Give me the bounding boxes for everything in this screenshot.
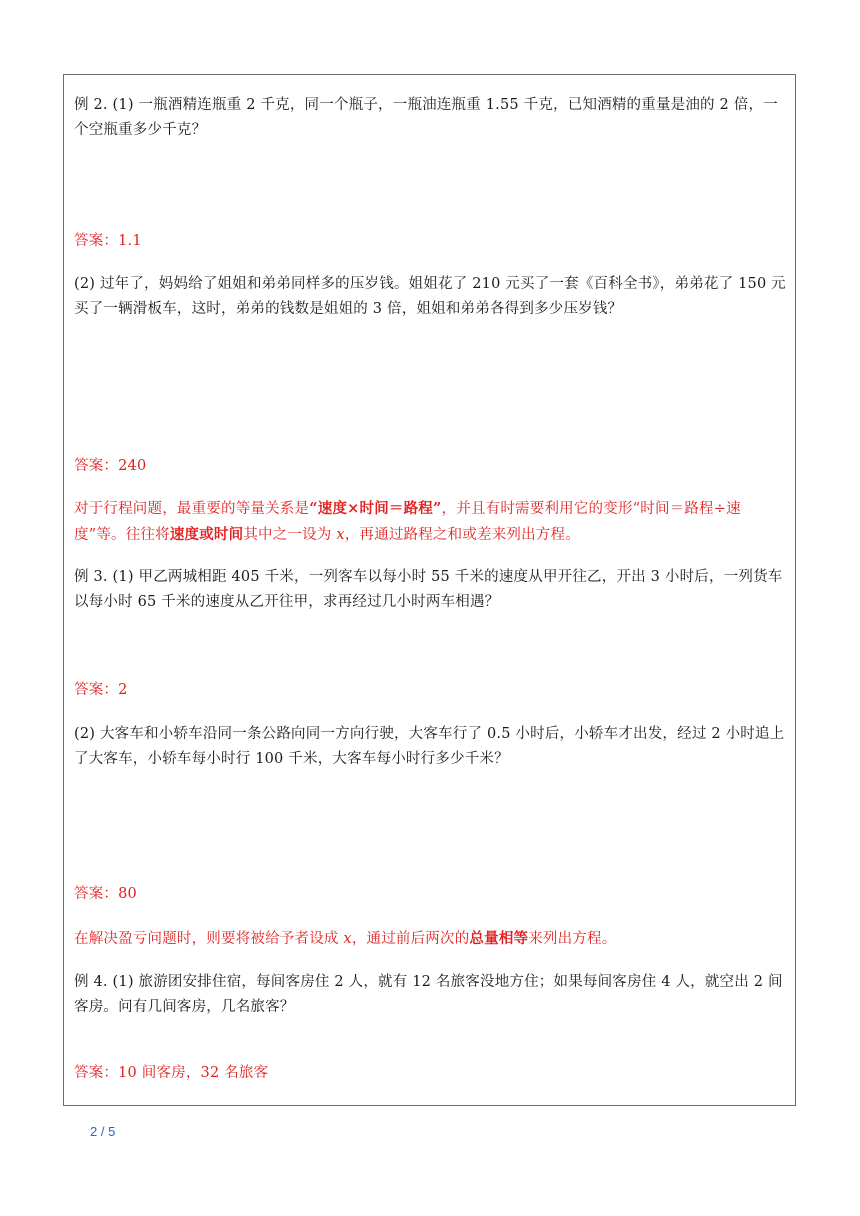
tip-emphasis: 速度或时间 xyxy=(169,526,244,543)
tip-formula: “速度×时间＝路程” xyxy=(309,500,442,517)
example-2-part-2-answer: 答案：240 xyxy=(74,458,147,474)
example-2-part-1: 例 2. (1) 一瓶酒精连瓶重 2 千克，同一个瓶子，一瓶油连瓶重 1.55 千克，已知酒精的重量是油的 2 倍，一个空瓶重多少千克？ xyxy=(74,97,778,138)
example-4-part-1: 例 4. (1) 旅游团安排住宿，每间客房住 2 人，就有 12 名旅客没地方住；如果每间客房住 4 人，就空出 2 间客房。问有几间客房，几名旅客？ xyxy=(74,974,783,1015)
example-3-part-2-answer: 答案：80 xyxy=(74,886,137,902)
tip-text: 在解决盈亏问题时，则要将被给予者设成 xyxy=(74,931,344,947)
example-3-part-1-answer: 答案：2 xyxy=(74,682,128,698)
tip-text: ，再通过路程之和或差来列出方程。 xyxy=(344,527,580,543)
tip-text: ，并且有时需要利用它的变形“时间＝路程÷速度”等。往往将 xyxy=(74,501,741,543)
tip-text: ，通过前后两次的 xyxy=(351,931,470,947)
tip-text: 其中之一设为 xyxy=(243,527,337,543)
travel-problem-tip xyxy=(74,496,787,548)
example-2-part-2: (2) 过年了，妈妈给了姐姐和弟弟同样多的压岁钱。姐姐花了 210 元买了一套《百科全书》，弟弟花了 150 元买了一辆滑板车，这时，弟弟的钱数是姐姐的 3 倍，姐姐和弟弟各得到多少压岁钱？ xyxy=(74,276,786,317)
tip-variable: x xyxy=(336,527,345,543)
example-4-part-1-answer: 答案：10 间客房，32 名旅客 xyxy=(74,1065,269,1081)
page-indicator: 2 / 5 xyxy=(90,1124,116,1139)
surplus-problem-tip xyxy=(74,926,787,952)
content-frame xyxy=(63,74,796,1106)
tip-text: 来列出方程。 xyxy=(528,931,617,947)
tip-text: 对于行程问题，最重要的等量关系是 xyxy=(74,501,310,517)
tip-variable: x xyxy=(343,931,352,947)
tip-emphasis: 总量相等 xyxy=(469,930,529,947)
example-3-part-1: 例 3. (1) 甲乙两城相距 405 千米，一列客车以每小时 55 千米的速度从甲开往乙，开出 3 小时后，一列货车以每小时 65 千米的速度从乙开往甲，求再经过几小时两车相遇？ xyxy=(74,569,783,610)
example-3-part-2: (2) 大客车和小轿车沿同一条公路向同一方向行驶，大客车行了 0.5 小时后，小轿车才出发，经过 2 小时追上了大客车，小轿车每小时行 100 千米，大客车每小时行多少千米？ xyxy=(74,726,785,767)
example-2-part-1-answer: 答案：1.1 xyxy=(74,233,142,249)
